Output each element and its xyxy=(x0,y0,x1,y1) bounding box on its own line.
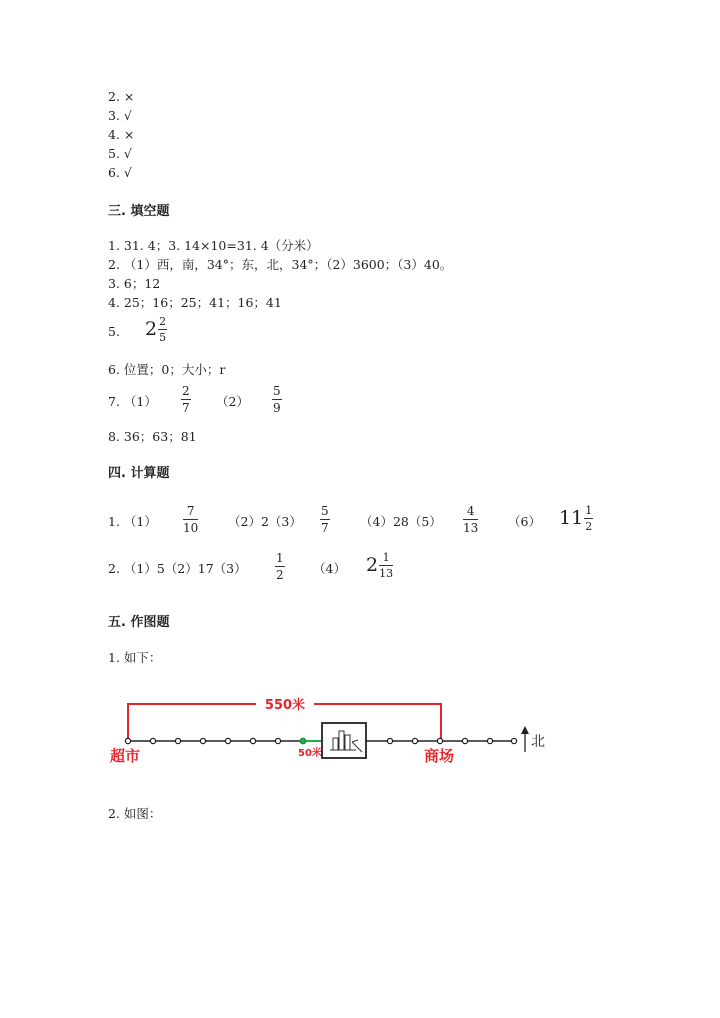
answer-line: 6. 位置；0；大小；r xyxy=(108,362,226,377)
answer-label: （2） xyxy=(216,394,249,409)
whole-part: 2 xyxy=(145,318,158,340)
fraction xyxy=(275,552,285,581)
answer-item: 3. √ xyxy=(108,108,132,123)
end-label: 商场 xyxy=(424,747,455,765)
start-label: 超市 xyxy=(110,747,141,765)
answer-label: （2）2（3） xyxy=(228,514,302,529)
marker-dot xyxy=(250,738,255,743)
marker-dot xyxy=(200,738,205,743)
north-arrow-icon xyxy=(521,726,529,752)
section-title: 三. 填空题 xyxy=(108,204,170,219)
denominator: 7 xyxy=(321,521,329,535)
answer-label: 2. （1）5（2）17（3） xyxy=(108,561,247,576)
whole-part: 2 xyxy=(366,554,379,576)
answer-label: 7. （1） xyxy=(108,394,157,409)
numerator: 2 xyxy=(182,384,190,398)
step-label: 50米 xyxy=(298,748,322,759)
answer-label: （6） xyxy=(508,514,541,529)
fraction xyxy=(379,552,393,579)
distance-label: 550米 xyxy=(264,698,306,713)
numerator: 4 xyxy=(466,504,475,518)
marker-dot xyxy=(487,738,492,743)
marker-dot xyxy=(511,738,516,743)
answer-line: 2. （1）西，南，34°；东，北，34°；（2）3600；（3）40。 xyxy=(108,257,453,272)
mixed-number xyxy=(145,316,167,343)
denominator: 5 xyxy=(159,331,167,344)
whole-part: 11 xyxy=(559,507,584,529)
marker-dot xyxy=(175,738,180,743)
north-label: 北 xyxy=(531,734,545,750)
fraction xyxy=(158,316,167,343)
numerator: 5 xyxy=(273,384,281,398)
denominator: 2 xyxy=(276,568,284,582)
denominator: 7 xyxy=(182,401,190,415)
numerator: 1 xyxy=(382,551,390,564)
marker-dot xyxy=(300,738,306,744)
answer-line: 8. 36；63；81 xyxy=(108,429,197,444)
marker-dot xyxy=(462,738,467,743)
marker-dot xyxy=(125,738,130,743)
section-title: 五. 作图题 xyxy=(108,615,170,630)
numerator: 5 xyxy=(321,504,329,518)
numerator: 2 xyxy=(159,315,167,328)
answer-item: 5. √ xyxy=(108,146,132,161)
answer-line: 1. 31. 4；3. 14×10=31. 4（分米） xyxy=(108,238,319,253)
denominator: 13 xyxy=(463,521,479,535)
mixed-number xyxy=(559,505,593,532)
answer-label: （4） xyxy=(313,561,346,576)
denominator: 10 xyxy=(183,521,199,535)
fraction xyxy=(463,505,478,534)
numerator: 1 xyxy=(276,551,284,565)
mixed-number xyxy=(366,552,393,579)
numerator: 7 xyxy=(186,504,195,518)
answer-item: 6. √ xyxy=(108,165,132,180)
answer-line: 3. 6；12 xyxy=(108,276,161,291)
numerator: 1 xyxy=(585,504,593,517)
answer-label: 5. xyxy=(108,324,120,339)
route-diagram xyxy=(0,680,720,780)
denominator: 2 xyxy=(585,520,593,533)
answer-label: 1. （1） xyxy=(108,514,157,529)
answer-label: （4）28（5） xyxy=(360,514,442,529)
denominator: 9 xyxy=(273,401,281,415)
building-icon xyxy=(322,723,366,758)
section-title: 四. 计算题 xyxy=(108,466,170,481)
fraction xyxy=(181,385,191,414)
answer-item: 4. × xyxy=(108,127,135,142)
answer-line: 2. 如图： xyxy=(108,806,162,821)
marker-dot xyxy=(225,738,230,743)
answer-line: 1. 如下： xyxy=(108,650,162,665)
marker-dot xyxy=(150,738,155,743)
answer-line: 4. 25；16；25；41；16；41 xyxy=(108,295,282,310)
fraction xyxy=(183,505,198,534)
marker-dot xyxy=(412,738,417,743)
marker-dot xyxy=(275,738,280,743)
fraction xyxy=(272,385,282,414)
denominator: 13 xyxy=(379,567,394,580)
fraction xyxy=(584,505,593,532)
marker-dot xyxy=(387,738,392,743)
fraction xyxy=(320,505,330,534)
marker-dot xyxy=(437,738,442,743)
answer-item: 2. × xyxy=(108,89,135,104)
